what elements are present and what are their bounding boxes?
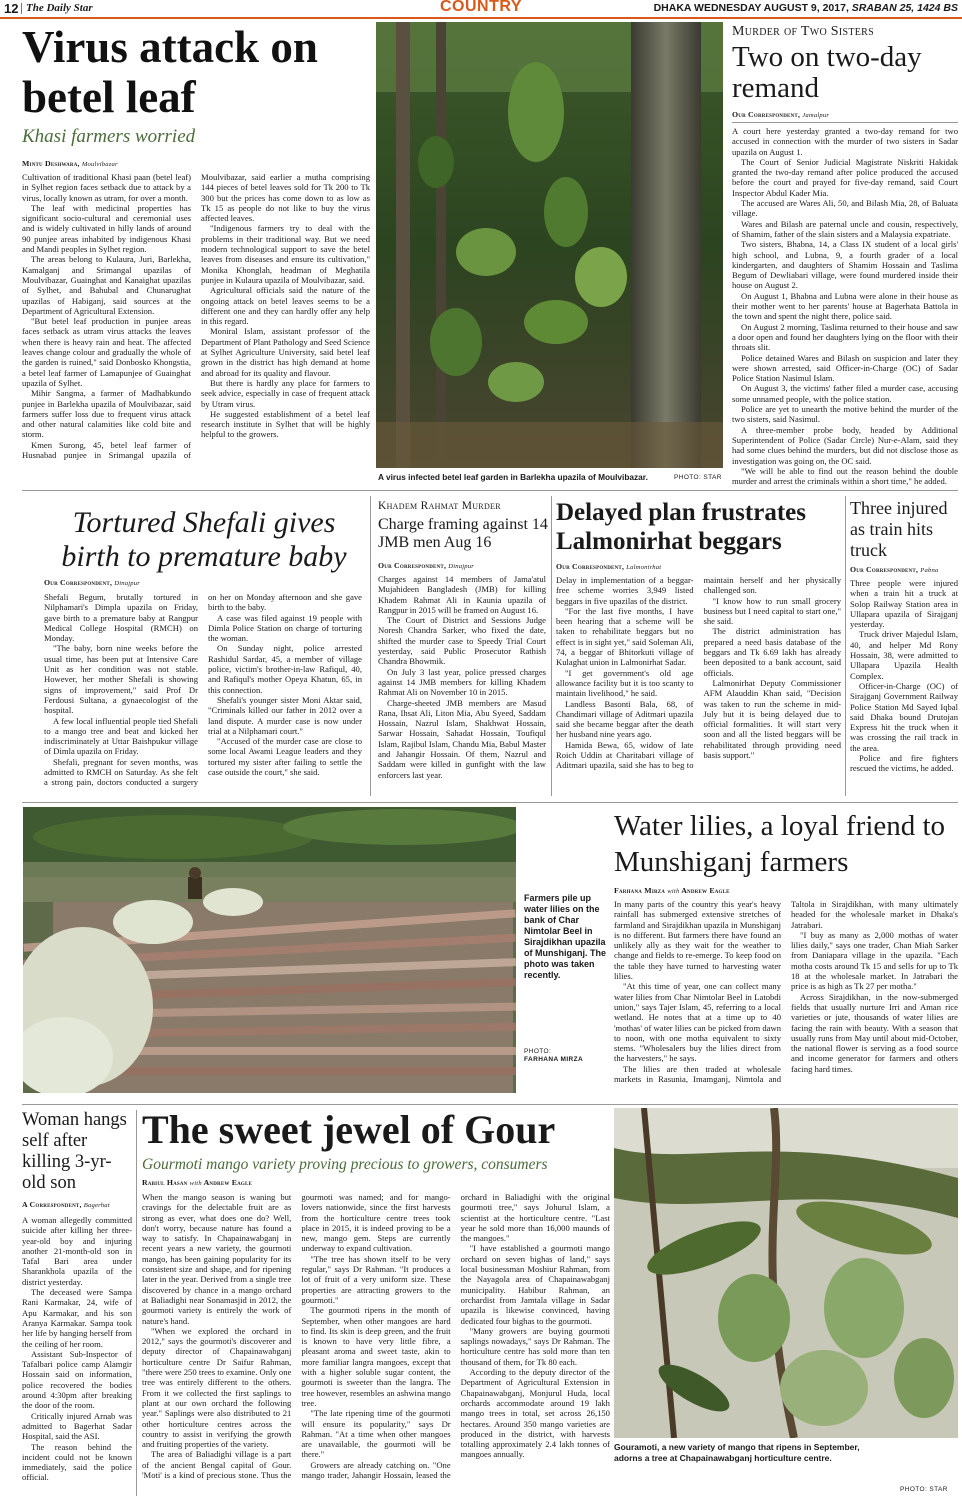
sisters-p7: On August 2 morning, Taslima returned to their house and saw a door open and found her daughters lying on the floor with their throats slit.: [732, 321, 958, 353]
lilies-p3: The lilies are then traded at wholesale markets in Rasunia, Imamganj, Nimtola and Taltola in Sirajdikhan, with many ultimately headed for the wholesale market in Dhaka's Jatrabari.: [614, 899, 958, 1085]
row1-rule: [22, 490, 958, 491]
beggars-p6: "I know how to run small grocery business but I need capital to start one," she said.: [703, 595, 841, 627]
train-byline-name: Our Correspondent,: [850, 565, 919, 574]
gour-byline: [142, 1178, 252, 1187]
shefali-p7: Shefali's younger sister Moni Aktar said, "Criminals killed our father in 2012 over a land dispute. A murder case is now under trial at a Nilphamari court.": [208, 694, 362, 736]
shefali-p4: Shefali, pregnant for seven months, was admitted to RMCH on Saturday. As she felt a strong pain, doctors conducted a surgery on her on Monday afternoon and she gave birth to the baby.: [44, 592, 362, 788]
lilies-headline: Water lilies, a loyal friend to Munshiganj farmers: [614, 810, 946, 878]
gour-headline: The sweet jewel of Gour: [142, 1107, 556, 1152]
virus-subhead: Khasi farmers worried: [22, 126, 196, 147]
shefali-khadem-divider: [370, 496, 371, 796]
woman-byline: [22, 1200, 110, 1209]
virus-article: [22, 22, 370, 482]
water-lily-photo: [23, 807, 516, 1093]
beggars-byline-place: Lalmonirhat: [626, 564, 662, 571]
shefali-body: [44, 592, 362, 788]
gour-p7: Growers are already catching on. "One mango trader, Jahangir Hossain, leased the orchard in Baliadighi with the original gourmoti tree," says Johurul Islam, a scientist at the horticulture centre. "Last year he sold more than 16,000 maunds of the mangoes.": [301, 1192, 610, 1481]
virus-p3: The areas belong to Kulaura, Juri, Barlekha, Kamalganj and Srimangal upazilas of Moulvibazar, Guainghat and Kanaighat upazilas of Sylhet, and Bahubal and Chunarughat upazilas of Habiganj, said sources at the Department of Agricultural Extension.: [22, 254, 191, 316]
beggars-p2: "For the last five months, I have been hearing that a scheme will be taken to rehabilitate beggars but no effect is in sight yet," said Soleman Ali, 74, a beggar of Bhitorkuti village of Kulaghat union in Lalmonirhat Sadar.: [556, 605, 694, 668]
virus-p11: He suggested establishment of a betel leaf research institute in Sylhet that will be highly helpful to the growers.: [201, 408, 370, 440]
dateline-text: DHAKA WEDNESDAY AUGUST 9, 2017,: [653, 2, 852, 14]
gour-p9: "Many growers are buying gourmoti saplings nowadays," says Dr Rahman. The horticulture centre has sold more than ten thousand of them, for Tk 80 each.: [460, 1325, 610, 1367]
water-lily-image: [23, 807, 516, 1093]
mango-photo-credit: PHOTO: STAR: [900, 1486, 948, 1493]
sisters-p11: A three-member probe body, headed by Additional Superintendent of Police (Sadar Circle) Nur-e-Alam, said they had some clues behind the murders, but did not disclose those as investigation was going on, the OC said.: [732, 424, 958, 466]
khadem-kicker: Khadem Rahmat Murder: [378, 500, 501, 512]
lilies-p1: In many parts of the country this year's heavy rainfall has submerged extensive stretches of farmland and Sirajdikhan upazila in Munshiganj is no different. But farmers there have found an unlikely ally as they wait for the weather to change and fields to re-emerge. To keep food on the table they have turned to harvesting water lilies.: [614, 899, 781, 982]
sisters-rule: [732, 122, 958, 123]
beggars-p8: Lalmonirhat Deputy Commissioner AFM Alauddin Khan said, "Decision was taken to run the scheme in mid-July but it is being delayed due to official formalities. It will start very soon and all the listed beggars will be rehabilitated through providing need basis support.": [703, 677, 841, 761]
gour-subhead: Gourmoti mango variety proving precious to growers, consumers: [142, 1156, 548, 1173]
virus-p8: Agricultural officials said the nature of the ongoing attack on betel leaves seems to be a different one and they can hardly offer any help in this regard.: [201, 285, 370, 327]
gour-body: [142, 1192, 610, 1494]
train-p2: Truck driver Majedul Islam, 40, and helper Md Rony Hossain, 38, were admitted to Ullapara Upazila Health Complex.: [850, 629, 958, 681]
lilies-body: [614, 899, 958, 1097]
khadem-p2: The Court of District and Sessions Judge Noresh Chandra Sarker, who fixed the date, shifted the murder case to Speedy Trial Court yesterday, said Public Prosecutor Rathish Chandra Bhowmik.: [378, 615, 546, 667]
beggars-article: [556, 498, 841, 792]
sisters-p3: The accused are Wares Ali, 50, and Bilash Mia, 28, of Baluata village.: [732, 198, 958, 219]
masthead-rule: [0, 17, 962, 19]
gour-p3: The area of Baliadighi village is a part of the ancient Bengal capital of Gour. 'Moti' is a kind of precious stone. Thus the gourmoti was named; and for mango-lovers nationwide, since the first harvests from the horticulture centre trees took place in 2015, it is indeed proving to be a new, mango gem. Steps are currently underway to expand cultivation.: [142, 1192, 451, 1481]
sisters-p10: Police are yet to unearth the motive behind the murder of the two sisters, said Nasimul.: [732, 404, 958, 425]
shefali-p2: "The baby, born nine weeks before the usual time, has been put at Intensive Care Unit as her condition was not stable. However, her mother Shefali is showing signs of improvement," said Prof Dr Ferdousi Sultana, a gynaecologist of the hospital.: [44, 643, 198, 716]
sisters-p9: On August 3, the victims' father filed a murder case, accusing some unnamed people, with the police station.: [732, 383, 958, 404]
virus-p9: Moniral Islam, assistant professor of the Department of Plant Pathology and Seed Science at Sylhet Agriculture University, said betel leaf grown in the district has high demand at home and abroad for its quality and flavour.: [201, 326, 370, 378]
beggars-byline-name: Our Correspondent,: [556, 562, 625, 571]
woman-headline: Woman hangs self after killing 3-yr-old son: [22, 1110, 127, 1193]
khadem-beggars-divider: [551, 496, 552, 796]
virus-p1: Cultivation of traditional Khasi paan (betel leaf) in Sylhet region faces setback due to attack by a virus, locally known as utram, for over a month.: [22, 172, 191, 203]
khadem-p1: Charges against 14 members of Jama'atul Mujahideen Bangladesh (JMB) for killing Khadem Rahmat Ali in Kaunia upazila of Rangpur in 2015 will be framed on August 16.: [378, 574, 546, 615]
gour-byline-with: with: [189, 1180, 202, 1187]
sisters-p2: The Court of Senior Judicial Magistrate Niskriti Hakidak granted the two-day remand after police produced the accused before the court and prayed for five-day remand, said Court Inspector Abdul Kader Mia.: [732, 156, 958, 198]
virus-p7: "Indigenous farmers try to deal with the problems in their traditional way. But we need modern technological support to save the betel leaves from diseases and ensure its cultivation," Monika Khonglah, headman of Meghatila punjee in Kulaura upazila of Moulvibazar, said.: [201, 223, 370, 285]
sisters-p1: A court here yesterday granted a two-day remand for two accused in connection with the murder of two sisters in Sadar upazila on August 1.: [732, 126, 958, 157]
gour-p2: "When we explored the orchard in 2012," says the gourmoti's discoverer and deputy director of Chapainawabganj horticulture centre Dr Saifur Rahman, "there were 250 trees to examine. Only one tree was entirely different to the others. From it we collected the first saplings to plant at our own orchard the following year." Saplings were also distributed to 21 other horticulture centres across the country to assist in verifying the growth and fruiting properties of the variety.: [142, 1325, 292, 1450]
khadem-p3: On July 3 last year, police pressed charges against 14 JMB members for killing Khadem Rahmat Ali on November 10 in 2015.: [378, 666, 546, 698]
sisters-p12: "We will be able to find out the reason behind the double murder and arrest the criminals within a short time," he added.: [732, 465, 958, 487]
sisters-headline: Two on two-day remand: [732, 41, 922, 104]
beggars-byline: [556, 562, 661, 571]
lilies-byline-with: with: [667, 888, 680, 895]
sisters-p4: Wares and Bilash are paternal uncle and cousin, respectively, of Shamim, father of the slain sisters and a Malaysia expatriate.: [732, 218, 958, 239]
woman-byline-name: A Correspondent,: [22, 1200, 82, 1209]
sisters-body: [732, 126, 958, 487]
lilies-byline-name2: Andrew Eagle: [681, 886, 730, 895]
sisters-p6: On August 1, Bhabna and Lubna were alone in their house as their mother went to her parents' house at Bagerhata Battola in the town and spent the night there, police said.: [732, 290, 958, 322]
betel-photo-credit: PHOTO: STAR: [674, 474, 722, 481]
khadem-article: [378, 500, 546, 792]
sisters-article: [732, 22, 958, 487]
shefali-article: [44, 500, 362, 790]
section-divider: [21, 3, 22, 14]
woman-p3: Assistant Sub-Inspector of Tafalbari police camp Alamgir Hossain said on information, police recovered the bodies around 4:30pm after breaking the door of the room.: [22, 1348, 132, 1411]
train-byline-place: Pabna: [920, 567, 939, 574]
betel-leaf-photo: [376, 22, 723, 468]
virus-p10: But there is hardly any place for farmers to seek advice, especially in case of frequent attack by Utram virus.: [201, 377, 370, 409]
sisters-byline-name: Our Correspondent,: [732, 110, 801, 119]
betel-photo-caption: A virus infected betel leaf garden in Barlekha upazila of Moulvibazar.: [378, 472, 648, 482]
gour-p10: According to the deputy director of the Department of Agricultural Extension in Chapainawabganj, Monjurul Huda, local orchards accommodate around 19 lakh mango trees in total, set across 26,150 hectares. Around 350 mango varieties are produced in the district, with harvests totalling approximately 2.4 lakh tonnes of mangoes annually.: [460, 1367, 610, 1460]
gour-p1: When the mango season is waning but cravings for the delectable fruit are as strong as ever, what does one do? Well, don't worry, because nature has found a way to satisfy. In Chapainawabganj in recent years a new variety, the gourmoti mango, has been gaining popularity for its consistent size and shape, and for ripening later in the year. Derived from a single tree discovered by chance in a mango orchard at Baliadighi near Sonamasjid in 2012, the gourmoti variety is entirely the work of nature's hand.: [142, 1192, 292, 1326]
train-body: [850, 578, 958, 790]
mango-photo-caption: Gouramoti, a new variety of mango that ripens in September, adorns a tree at Chapainawabganj horticulture centre.: [614, 1442, 860, 1463]
section-title: COUNTRY: [440, 0, 523, 15]
sisters-p8: Police detained Wares and Bilash on suspicion and later they were shown arrested, said Officer-in-Charge (OC) of Sadar Police Station Nasimul Islam.: [732, 352, 958, 384]
mango-tree-image: [614, 1108, 958, 1438]
shefali-p5: A case was filed against 19 people with Dimla Police Station on charge of torturing the woman.: [208, 612, 362, 644]
sisters-p5: Two sisters, Bhabna, 14, a Class IX student of a local girls' high school, and Lubna, 9, a fourth grader of a local kindergarten, and daughters of Shamim Hossain and Taslima Begum of Dewliabari village, were found murdered inside their house on August 2.: [732, 239, 958, 291]
dateline-bengali: SRABAN 25, 1424 BS: [851, 2, 958, 14]
shefali-p6: On Sunday night, police arrested Rashidul Sardar, 45, a member of village police, victim's brother-in-law Rafiqul, 40, and Rafiqul's mother Opeya Khatun, 65, in this connection.: [208, 643, 362, 695]
woman-gour-divider: [136, 1110, 137, 1496]
virus-p5: Mihir Sangma, a farmer of Madhabkundo punjee in Barlekha upazila of Moulvibazar, said farmers suffer loss due to frequent virus attack and other natural calamities like cold bite and storm.: [22, 388, 191, 440]
khadem-byline: [378, 561, 474, 570]
lily-photo-caption: Farmers pile up water lilies on the bank of Char Nimtolar Beel in Sirajdikhan upazila of Munshiganj. The photo was taken recently.: [524, 893, 606, 980]
khadem-byline-name: Our Correspondent,: [378, 561, 447, 570]
train-p1: Three people were injured when a train hit a truck at Solop Railway Station area in Ullapara upazila of Sirajganj yesterday.: [850, 578, 958, 630]
woman-p2: The deceased were Sampa Rani Karmakar, 24, wife of Apu Karmakar, and his son Aranya Karmakar. Sampa took her life by hanging herself from the ceiling of her room.: [22, 1287, 132, 1349]
row2-rule: [22, 802, 958, 803]
beggars-p7: The district administration has prepared a need basis database of the beggars and Tk 6.69 lakh has already been deposited to a bank account, said officials.: [703, 626, 841, 678]
woman-p5: The reason behind the incident could not be known immediately, said the police official.: [22, 1441, 132, 1483]
woman-byline-place: Bagerhat: [83, 1202, 110, 1209]
woman-body: [22, 1215, 132, 1495]
beggars-train-divider: [845, 496, 846, 796]
betel-garden-image: [376, 22, 723, 468]
train-byline: [850, 565, 938, 574]
shefali-byline-place: Dinajpur: [114, 580, 141, 587]
shefali-p3: A few local influential people tied Shefali to a mango tree and beat and kicked her indiscriminately at Uttar Baishpukur village of Dimla upazila on Friday.: [44, 715, 198, 757]
shefali-p1: Shefali Begum, brutally tortured in Nilphamari's Dimpla upazila on Friday, gave birth to a premature baby at Rangpur Medical College Hospital (RMCH) on Monday.: [44, 592, 198, 644]
sisters-byline: [732, 110, 829, 119]
gour-byline-name2: Andrew Eagle: [203, 1178, 253, 1187]
gour-byline-name: Rabiul Hasan: [142, 1178, 188, 1187]
khadem-body: [378, 574, 546, 790]
row3-rule: [22, 1104, 958, 1105]
virus-p6: Kmen Surong, 45, betel leaf farmer of Husnabad punjee in Srimangal upazila of Moulvibazar, said earlier a mutha comprising 144 pieces of betel leaves sold for Tk 200 to Tk 300 but the prices has come down to as low as Tk 15 as people do not like to buy the virus affected leaves.: [22, 172, 370, 461]
gour-p8: "I have established a gourmoti mango orchard on seven bighas of land," says local businessman Moshiur Rahman, from the Nayagola area of Chapainawabganj municipality. Habibur Rahman, an orchardist from Jamtala village in Sadar upazila is likewise convinced, having dedicated four bighas to the gourmoti.: [460, 1243, 610, 1326]
beggars-p4: Landless Basonti Bala, 68, of Chandimari village of Aditmari upazila said she became beggar after the death her husband nine years ago.: [556, 698, 694, 740]
beggars-headline: Delayed plan frustrates Lalmonirhat beggars: [556, 499, 806, 555]
lilies-byline: [614, 886, 730, 895]
gour-p4: "The tree has shown itself to be very regular," says Dr Rahman. "It produces a lot of fruit of a very uniform size. These properties are attracting growers to the gourmoti.": [301, 1253, 451, 1305]
dateline: [654, 2, 958, 14]
woman-p1: A woman allegedly committed suicide after killing her three-year-old boy and injuring another 21-month-old son in Tafal Bari area under Sharankhola upazila of the district yesterday.: [22, 1215, 132, 1287]
lilies-byline-name: Farhana Mirza: [614, 886, 666, 895]
paper-name: The Daily Star: [26, 2, 93, 14]
lily-photo-credit-name: FARHANA MIRZA: [524, 1056, 584, 1063]
virus-byline-name: Mintu Deshwara,: [22, 159, 80, 168]
virus-byline: [22, 159, 118, 168]
train-p4: Police and fire fighters rescued the victims, he added.: [850, 753, 958, 774]
lilies-p2: "At this time of year, one can collect many water lilies from Char Nimtolar Beel in Latobdi union," says Tajer Islam, 45, referring to a local wetland. He notes that at a time up to 40 'mothas' of water lilies can be picked from dawn to noon, with one motha equivalent to sixty stems. "Wholesalers buy the lilies direct from the harvesters," he says.: [614, 981, 781, 1064]
lily-photo-credit-label: PHOTO:: [524, 1048, 552, 1055]
virus-p2: The leaf with medicinal properties has significant socio-cultural and ceremonial uses and is widely cultivated in hilly lands of around 90 punjee areas inhabited by indigenous Khasi and Mandi peoples in Sylhet region.: [22, 202, 191, 255]
shefali-byline: [44, 578, 140, 587]
beggars-p3: "I get government's old age allowance facility but it is too scanty to maintain livelihood," he said.: [556, 667, 694, 699]
train-p3: Officer-in-Charge (OC) of Sirajganj Government Railway Police Station Md Sayed Iqbal said Dhaka bound Drutojan Express hit the truck when it was crossing the rail track in the area.: [850, 680, 958, 753]
lilies-article: [614, 808, 958, 1098]
shefali-byline-name: Our Correspondent,: [44, 578, 113, 587]
shefali-headline: Tortured Shefali gives birth to premature baby: [61, 506, 347, 573]
gour-article: [142, 1108, 610, 1496]
train-headline: Three injured as train hits truck: [850, 498, 948, 560]
woman-p4: Critically injured Arnab was admitted to Bagerhat Sadar Hospital, said the ASI.: [22, 1410, 132, 1442]
beggars-body: [556, 575, 841, 790]
gour-p6: "The late ripening time of the gourmoti will ensure its popularity," says Dr Rahman. "At a time when other mangoes are unavailable, the gourmoti will be there.": [301, 1408, 451, 1460]
virus-byline-place: Moulvibazar: [81, 161, 118, 168]
woman-article: [22, 1108, 132, 1496]
beggars-p5: Hamida Bewa, 65, widow of late Roich Uddin at Charitabari village of Aditmari upazila, said she has to beg to maintain herself and her physically challenged son.: [556, 575, 841, 771]
gour-p5: The gourmoti ripens in the month of September, when other mangoes are hard to find. Its skin is deep green, and the fruit is known to have very little fibre, a pleasant aroma and sweet taste, akin to more familiar langra mangoes, except that with a higher soluble sugar content, the gourmoti is sweeter than the langra. The tree however, resembles an ashwina mango tree.: [301, 1305, 451, 1408]
khadem-byline-place: Dinajpur: [448, 563, 475, 570]
shefali-p8: "Accused of the murder case are close to some local Awami League leaders and they tortured my sister after failing to settle the case outside the court," she said.: [208, 736, 362, 778]
page-number: 12: [4, 1, 19, 16]
train-article: [850, 498, 958, 792]
mango-photo: [614, 1108, 958, 1438]
virus-headline: Virus attack on betel leaf: [22, 22, 318, 122]
virus-p4: "But betel leaf production in punjee areas faces setback as utram virus attacks the leaves when there is heavy rain and heat. The affected leaves change colour and gradually the whole of the garden is ruined," said Donbosko Khongstia, a betel leaf farmer of Lamapunjee of Guainghat upazila of Sylhet.: [22, 316, 191, 388]
virus-body: [22, 172, 370, 484]
masthead: [0, 0, 962, 18]
khadem-headline: Charge framing against 14 JMB men Aug 16: [378, 516, 548, 551]
sisters-kicker: Murder of Two Sisters: [732, 24, 875, 39]
lilies-p4: "I buy as many as 2,000 mothas of water lilies daily," says one trader, Chan Miah Sarker from Daniapara village in the upazila. "Each motha costs around Tk 15 and sells for up to Tk 18 at the wholesale market. In Jatrabari the price is as high as Tk 27 per motha.": [791, 929, 958, 992]
lily-photo-credit: [524, 1048, 606, 1064]
lilies-p5: Across Sirajdikhan, in the now-submerged fields that usually nurture Irri and Aman rice varieties or jute, thousands of water lilies are facing the rain with beauty. With a season that usually runs from May until about mid-October, the national flower is serving as a food source and income generator for farmers and others facing hard times.: [791, 991, 958, 1074]
sisters-byline-place: Jamalpur: [802, 112, 830, 119]
beggars-p1: Delay in implementation of a beggar-free scheme worries 3,949 listed beggars in five upazilas of the district.: [556, 575, 694, 606]
khadem-p4: Charge-sheeted JMB members are Masud Rana, Ihsat Ali, Liton Mia, Abu Syeed, Saddam Hossain, Nazrul Islam, Shakhwat Hossain, Sarwar Hossain, Sahadat Hossain, Toufiqul Islam, Rajibul Islam, Chandu Mia, Babul Master and Jahangir Hossain. Of them, Nazrul and Saddam were killed in gunfight with the law enforcers last year.: [378, 697, 546, 780]
